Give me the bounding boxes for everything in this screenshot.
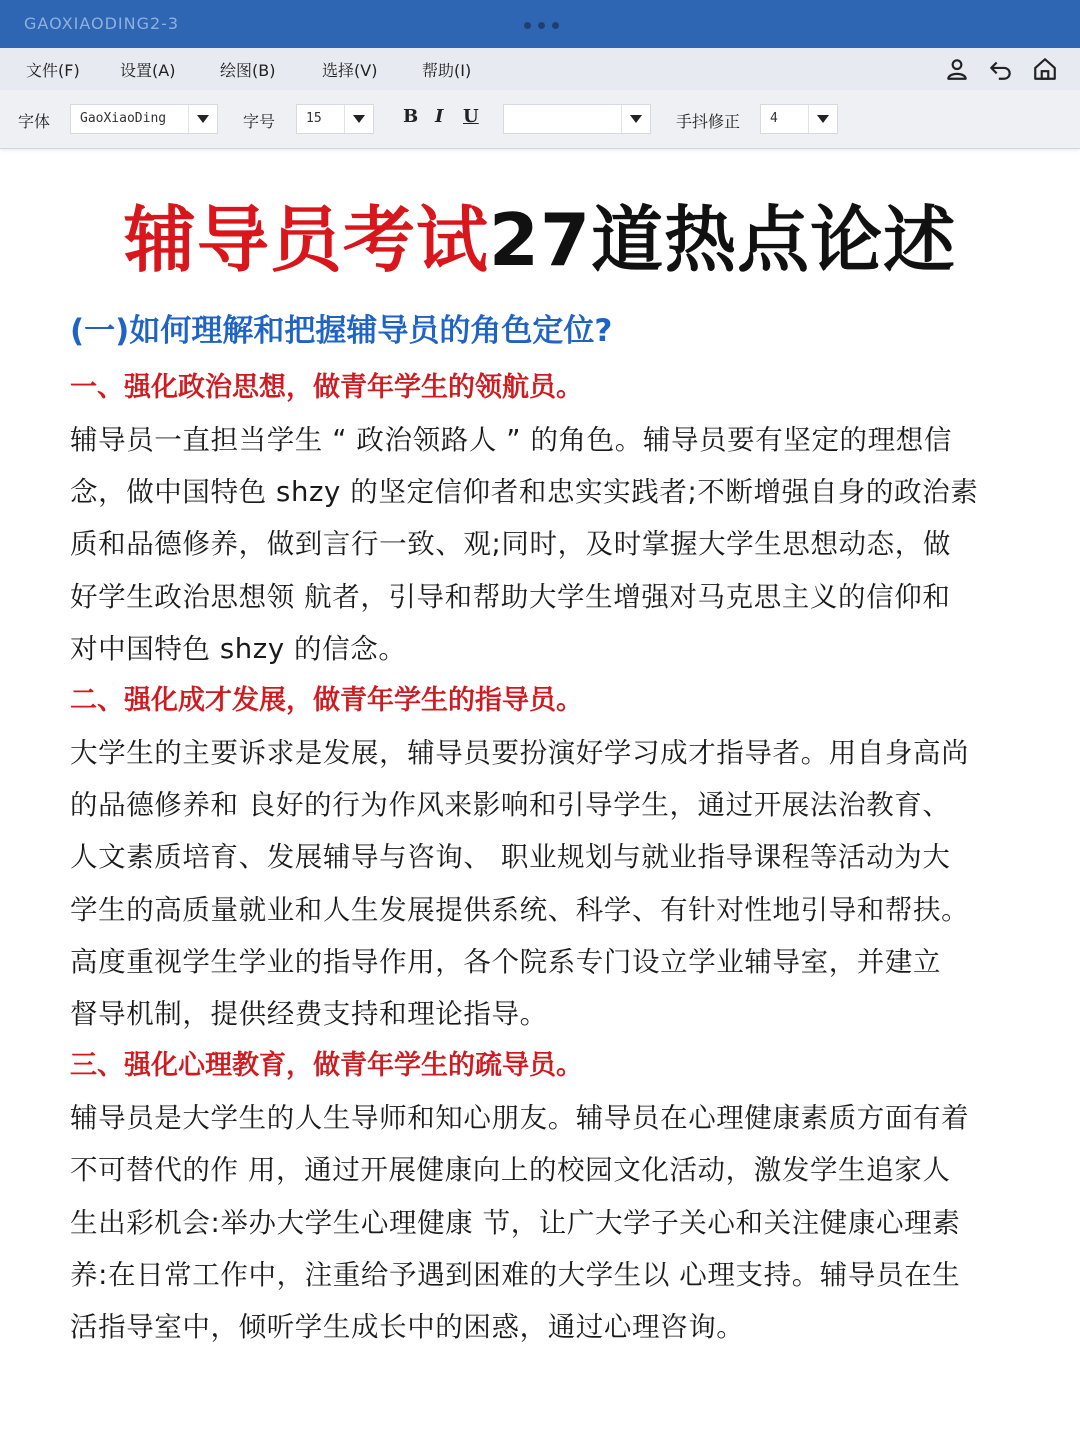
shake-correction-value: 4 (770, 111, 778, 126)
italic-button[interactable]: I (435, 106, 444, 127)
section-heading: 二、强化成才发展，做青年学生的指导员。 (70, 685, 583, 717)
chevron-down-icon[interactable] (188, 105, 217, 133)
size-select[interactable] (296, 104, 374, 134)
paragraph-line: 质和品德修养，做到言行一致、观;同时，及时掌握大学生思想动态，做 (70, 528, 951, 561)
shake-correction-label: 手抖修正 (676, 112, 741, 131)
document-body (70, 300, 1045, 1353)
menu-select[interactable]: 选择(V) (322, 61, 378, 80)
section-heading: 三、强化心理教育，做青年学生的疏导员。 (70, 1050, 583, 1082)
page-title (0, 182, 1080, 286)
paragraph-line: 对中国特色 shzy 的信念。 (70, 632, 407, 665)
paragraph-line: 高度重视学生学业的指导作用，各个院系专门设立学业辅导室，并建立 (70, 945, 942, 978)
font-select[interactable] (70, 104, 218, 134)
home-icon[interactable] (1032, 56, 1058, 82)
paragraph-line: 活指导室中，倾听学生成长中的困惑，通过心理咨询。 (70, 1311, 745, 1344)
undo-icon[interactable] (988, 56, 1014, 82)
menu-draw[interactable]: 绘图(B) (220, 61, 276, 80)
chevron-down-icon[interactable] (621, 105, 650, 133)
shake-correction-select[interactable] (760, 104, 838, 134)
paragraph-line: 好学生政治思想领 航者，引导和帮助大学生增强对马克思主义的信仰和 (70, 580, 951, 613)
paragraph-line: 养:在日常工作中，注重给予遇到困难的大学生以 心理支持。辅导员在生 (70, 1258, 961, 1291)
dot-icon (538, 22, 545, 29)
menu-settings[interactable]: 设置(A) (120, 61, 176, 80)
format-toolbar (0, 90, 1080, 149)
dot-icon (552, 22, 559, 29)
paragraph-line: 念，做中国特色 shzy 的坚定信仰者和忠实实践者;不断增强自身的政治素 (70, 476, 979, 509)
paragraph-line: 不可替代的作 用，通过开展健康向上的校园文化活动，激发学生追家人 (70, 1154, 951, 1187)
menu-bar (0, 48, 1080, 91)
size-label: 字号 (243, 112, 276, 131)
chevron-down-icon[interactable] (808, 105, 837, 133)
question-heading: (一)如何理解和把握辅导员的角色定位? (70, 313, 613, 349)
dot-icon (524, 22, 531, 29)
paragraph-line: 的品德修养和 良好的行为作风来影响和引导学生，通过开展法治教育、 (70, 789, 951, 822)
window-title: GAOXIAODING2-3 (24, 14, 180, 33)
menu-file[interactable]: 文件(F) (26, 61, 80, 80)
color-select[interactable] (503, 104, 651, 134)
font-select-value: GaoXiaoDing (80, 111, 167, 126)
underline-button[interactable]: U (463, 106, 479, 127)
paragraph-line: 辅导员是大学生的人生导师和知心朋友。辅导员在心理健康素质方面有着 (70, 1102, 970, 1135)
window-dots-menu[interactable] (524, 22, 559, 29)
paragraph-line: 辅导员一直担当学生 “ 政治领路人 ” 的角色。辅导员要有坚定的理想信 (70, 424, 952, 456)
section-heading: 一、强化政治思想，做青年学生的领航员。 (70, 372, 583, 403)
paragraph-line: 大学生的主要诉求是发展，辅导员要扮演好学习成才指导者。用自身高尚 (70, 737, 970, 770)
page-title-black: 27道热点论述 (488, 198, 957, 282)
menu-help[interactable]: 帮助(I) (422, 61, 472, 80)
paragraph-line: 学生的高质量就业和人生发展提供系统、科学、有针对性地引导和帮扶。 (70, 893, 970, 926)
user-icon[interactable] (944, 56, 970, 82)
font-label: 字体 (18, 112, 51, 131)
bold-button[interactable]: B (403, 106, 419, 127)
chevron-down-icon[interactable] (344, 105, 373, 133)
paragraph-line: 督导机制，提供经费支持和理论指导。 (70, 998, 548, 1031)
paragraph-line: 人文素质培育、发展辅导与咨询、 职业规划与就业指导课程等活动为大 (70, 841, 951, 874)
page-title-red: 辅导员考试 (123, 198, 489, 282)
window-titlebar (0, 0, 1080, 49)
paragraph-line: 生出彩机会:举办大学生心理健康 节，让广大学子关心和关注健康心理素 (70, 1206, 961, 1239)
size-select-value: 15 (306, 111, 322, 126)
